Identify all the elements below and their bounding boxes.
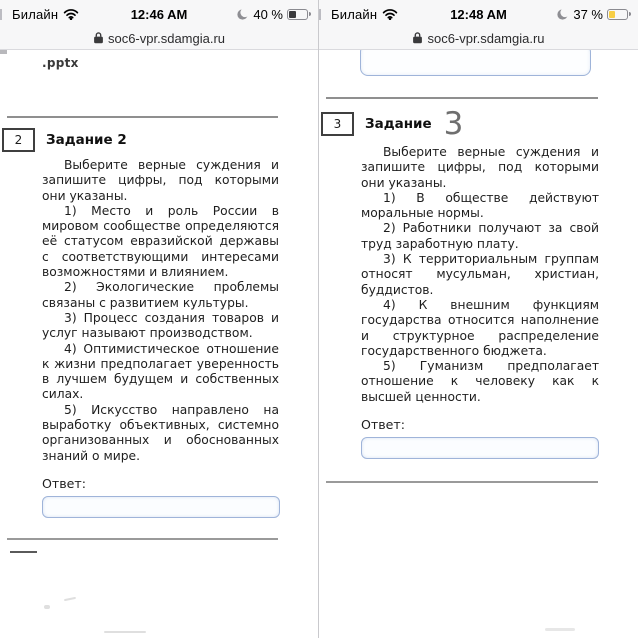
smudge-artifact — [545, 628, 575, 631]
carrier-label: Билайн — [12, 6, 59, 22]
status-bar — [319, 0, 638, 28]
battery-percent-label: 37 % — [573, 6, 603, 22]
task-option-3: 3) Процесс создания товаров и услуг называют производством. — [42, 310, 279, 341]
task-option-1: 1) В обществе действуют моральные нормы. — [361, 190, 599, 221]
task-text — [361, 145, 599, 405]
task-option-4: 4) Оптимистическое отношение к жизни предполагает уверенность в лучшем будущем и собственных силах. — [42, 341, 279, 402]
answer-input-partial[interactable] — [360, 50, 591, 76]
task-option-1: 1) Место и роль России в мировом сообществе определяются её статусом евразийской державы с соответствующими интересами возможностями и влиянием. — [42, 203, 279, 280]
moon-icon — [236, 8, 249, 21]
smudge-artifact — [64, 597, 76, 601]
url-bar[interactable] — [319, 28, 638, 50]
cutoff-element-fragment — [0, 50, 7, 54]
section-divider — [7, 538, 278, 540]
status-bar — [0, 0, 318, 28]
wifi-icon — [63, 8, 79, 20]
smudge-artifact — [104, 631, 146, 633]
task-text — [42, 158, 279, 464]
section-divider — [326, 481, 598, 483]
previous-answer-input-cutoff — [360, 50, 591, 76]
battery-percent-label: 40 % — [253, 6, 283, 22]
task-option-5: 5) Гуманизм предполагает отношение к человеку как к высшей ценности. — [361, 359, 599, 404]
battery-icon — [287, 9, 311, 20]
lock-icon — [412, 31, 423, 47]
cutoff-attachment-label: .pptx — [42, 56, 79, 70]
carrier-label: Билайн — [331, 6, 378, 22]
clock-label: 12:46 AM — [130, 6, 188, 22]
signal-icon — [0, 9, 2, 20]
task-intro: Выберите верные суждения и запишите цифры, под которыми они указаны. — [361, 145, 599, 190]
task-header — [321, 106, 638, 142]
task-option-3: 3) К территориальным группам относят мусульман, христиан, буддистов. — [361, 252, 599, 297]
task-option-4: 4) К внешним функциям государства относится наполнение и структурное распределение государственного бюджета. — [361, 297, 599, 358]
section-divider — [326, 97, 598, 99]
task-option-2: 2) Работники получают за свой труд заработную плату. — [361, 221, 599, 251]
task-number-box: 2 — [2, 128, 35, 152]
moon-icon — [556, 8, 569, 21]
lock-icon — [93, 31, 104, 47]
url-bar[interactable] — [0, 28, 318, 50]
status-right-cluster — [556, 7, 631, 22]
url-text: soc6-vpr.sdamgia.ru — [107, 31, 226, 46]
url-text: soc6-vpr.sdamgia.ru — [427, 31, 545, 46]
clock-label: 12:48 AM — [450, 6, 507, 22]
task-option-5: 5) Искусство направлено на выработку объективных, системно организованных и обоснованных знаний о мире. — [42, 402, 279, 463]
signal-icon — [319, 9, 321, 20]
phone-screenshot-right — [319, 0, 638, 638]
answer-label: Ответ: — [42, 475, 86, 491]
wifi-icon — [382, 8, 398, 20]
battery-icon — [607, 9, 631, 20]
task-big-numeral: 3 — [443, 106, 464, 142]
answer-label: Ответ: — [361, 417, 405, 433]
task-title: Задание — [365, 116, 432, 132]
status-right-cluster — [236, 7, 311, 22]
answer-input[interactable] — [361, 437, 599, 459]
section-divider — [7, 116, 278, 118]
task-header — [2, 128, 318, 152]
task-number-box: 3 — [321, 112, 354, 136]
smudge-artifact — [44, 605, 50, 609]
task-option-2: 2) Экологические проблемы связаны с развитием культуры. — [42, 280, 279, 310]
task-intro: Выберите верные суждения и запишите цифры, под которыми они указаны. — [42, 158, 279, 203]
answer-input[interactable] — [42, 496, 280, 518]
dash-artifact — [10, 551, 37, 553]
task-title: Задание 2 — [46, 132, 127, 148]
